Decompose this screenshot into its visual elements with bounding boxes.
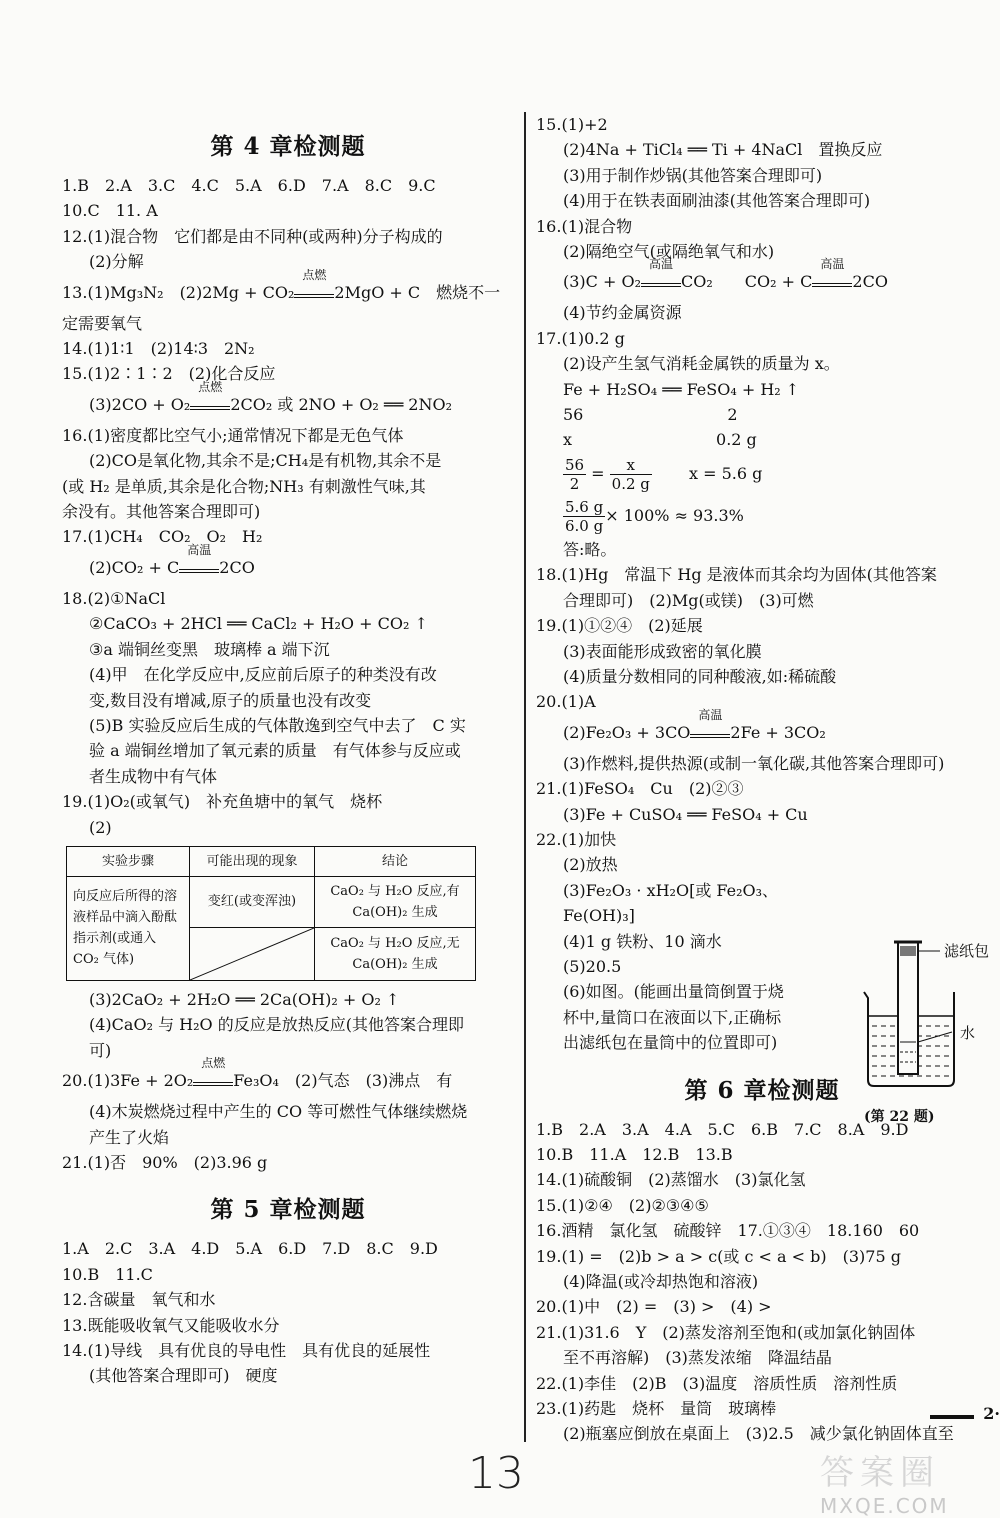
answer-line: 17.(1)0.2 g xyxy=(536,328,625,348)
answer-line: (3)作燃料,提供热源(或制一氧化碳,其他答案合理即可) xyxy=(563,753,945,773)
answer-line: 19.(1) = (2)b > a > c(或 c < a < b) (3)75 g xyxy=(536,1246,901,1266)
answer-line-13: 13.(1)Mg₃N₂ (2)2Mg + CO₂ 点燃 2MgO + C 燃烧不一 xyxy=(62,267,501,302)
answer-line: 19.(1)①②④ (2)延展 xyxy=(536,616,703,636)
label-filter-paper: 滤纸包 xyxy=(944,942,990,960)
table-cell: CaO₂ 与 H₂O 反应,无 Ca(OH)₂ 生成 xyxy=(315,927,476,980)
answer-line: (4)甲 在化学反应中,反应前后原子的种类没有改 xyxy=(89,665,437,685)
answer-line: (2)分解 xyxy=(89,252,144,272)
table-header: 可能出现的现象 xyxy=(190,846,315,876)
answer-line: 13.既能吸收氧气又能吸收水分 xyxy=(62,1315,280,1335)
answer-line: 21.(1)31.6 Y (2)蒸发溶剂至饱和(或加氯化钠固体 xyxy=(536,1322,916,1342)
answer-line: (2)隔绝空气(或隔绝氧气和水) xyxy=(563,242,775,262)
answer-line: 12.(1)混合物 它们都是由不同种(或两种)分子构成的 xyxy=(62,226,443,246)
answer-line: 1.A 2.C 3.A 4.D 5.A 6.D 7.D 8.C 9.D xyxy=(62,1239,438,1259)
answer-line: 22.(1)李佳 (2)B (3)温度 溶质性质 溶剂性质 xyxy=(536,1373,898,1393)
table-cell-steps: 向反应后所得的溶液样品中滴入酚酞指示剂(或通入 CO₂ 气体) xyxy=(67,876,190,980)
answer-line: (2)CO是氧化物,其余不是;CH₄是有机物,其余不是 xyxy=(89,451,442,471)
answer-line: 合理即可) (2)Mg(或镁) (3)可燃 xyxy=(563,590,814,610)
answer-line: (4)质量分数相同的同种酸液,如:稀硫酸 xyxy=(563,666,837,686)
answer-line: 变,数目没有增减,原子的质量也没有改变 xyxy=(89,690,372,710)
answer-line: 20.(1)中 (2) = (3) > (4) > xyxy=(536,1297,772,1317)
beaker-diagram xyxy=(856,934,996,1124)
answer-line: 19.(1)O₂(或氧气) 补充鱼塘中的氧气 烧杯 xyxy=(62,792,383,812)
answer-line: (4)木炭燃烧过程中产生的 CO 等可燃性气体继续燃烧 xyxy=(89,1102,468,1122)
reaction-arrow: 高温 xyxy=(179,559,219,573)
right-column xyxy=(536,112,988,1447)
answer-line: (3)2CaO₂ + 2H₂O ══ 2Ca(OH)₂ + O₂ ↑ xyxy=(89,989,400,1009)
reaction-arrow: 点燃 xyxy=(294,284,334,298)
answer-line: 出滤纸包在量筒中的位置即可) xyxy=(563,1033,778,1053)
diagram-caption: (第 22 题) xyxy=(864,1109,935,1125)
footer-rule xyxy=(930,1415,974,1419)
answer-line: (2) xyxy=(89,817,112,837)
answer-line: (4)CaO₂ 与 H₂O 的反应是放热反应(其他答案合理即 xyxy=(89,1015,464,1035)
answer-line: 18.(1)Hg 常温下 Hg 是液体而其余均为固体(其他答案 xyxy=(536,565,937,585)
answer-line-fraction: $\frac{56}{2}$ = $\frac{x}{0.2 g}$ x = 5.6 g xyxy=(565,455,763,493)
answer-line: 16.(1)混合物 xyxy=(536,216,633,236)
answer-line: 14.(1)1∶1 (2)14∶3 2N₂ xyxy=(62,339,255,359)
column-divider xyxy=(524,112,526,1442)
answer-line: 1.B 2.A 3.A 4.A 5.C 6.B 7.C 8.A 9.D xyxy=(536,1119,909,1139)
answer-line: x 0.2 g xyxy=(563,430,757,450)
label-water: 水 xyxy=(960,1024,976,1042)
answer-line: (其他答案合理即可) 硬度 xyxy=(89,1366,278,1386)
answer-line: 18.(2)①NaCl xyxy=(62,588,166,608)
answer-line: (3)表面能形成致密的氧化膜 xyxy=(563,641,762,661)
chapter-5-title: 第 5 章检测题 xyxy=(210,1196,366,1224)
answer-line: (6)如图。(能画出量筒倒置于烧 xyxy=(563,982,784,1002)
answer-line: (2)4Na + TiCl₄ ══ Ti + 4NaCl 置换反应 xyxy=(563,140,883,160)
answer-line: Fe + H₂SO₄ ══ FeSO₄ + H₂ ↑ xyxy=(563,379,800,399)
answer-line: 20.(1)A xyxy=(536,692,596,712)
chapter-6-title: 第 6 章检测题 xyxy=(684,1076,840,1104)
answer-line: (2)瓶塞应倒放在桌面上 (3)2.5 减少氯化钠固体直至 xyxy=(563,1424,954,1444)
answer-line: 17.(1)CH₄ CO₂ O₂ H₂ xyxy=(62,527,263,547)
table-cell: 变红(或变浑浊) xyxy=(190,876,315,927)
answer-line: (2)放热 xyxy=(563,855,618,875)
reaction-arrow: 点燃 xyxy=(193,1072,233,1086)
answer-line: (4)用于在铁表面刷油漆(其他答案合理即可) xyxy=(563,191,871,211)
answer-line: 12.含碳量 氧气和水 xyxy=(62,1290,216,1310)
answer-line-16-3: (3)C + O₂ 高温 CO₂ CO₂ + C 高温 2CO xyxy=(563,257,888,292)
answer-line: 10.B 11.C xyxy=(62,1264,153,1284)
answer-line: Fe(OH)₃] xyxy=(563,906,635,926)
answer-line: 余没有。其他答案合理即可) xyxy=(62,502,261,522)
reaction-arrow: 高温 xyxy=(690,724,730,738)
answer-line: (2)设产生氢气消耗金属铁的质量为 x。 xyxy=(563,354,840,374)
answer-line: 22.(1)加快 xyxy=(536,829,617,849)
answer-line: 56 2 xyxy=(563,405,738,425)
answer-line-15-3: (3)2CO + O₂ 点燃 2CO₂ 或 2NO + O₂ ══ 2NO₂ xyxy=(89,379,452,414)
answer-line: (3)用于制作炒锅(其他答案合理即可) xyxy=(563,165,823,185)
answer-line: 者生成物中有气体 xyxy=(89,766,218,786)
answer-line: 定需要氧气 xyxy=(62,313,143,333)
answer-line: 验 a 端铜丝增加了氧元素的质量 有气体参与反应或 xyxy=(89,741,461,761)
answer-line-17-2: (2)CO₂ + C 高温 2CO xyxy=(89,542,255,577)
answer-line: (5)B 实验反应后生成的气体散逸到空气中去了 C 实 xyxy=(89,715,466,735)
watermark-url: MXQE.COM xyxy=(820,1494,949,1518)
fraction: $\frac{x}{0.2 g}$ xyxy=(611,455,650,493)
answer-line-fraction: $\frac{5.6 g}{6.0 g}$ × 100% ≈ 93.3% xyxy=(565,497,744,535)
answer-line: ③a 端铜丝变黑 玻璃棒 a 端下沉 xyxy=(89,639,330,659)
reaction-arrow: 高温 xyxy=(812,273,852,287)
answer-line: 可) xyxy=(89,1040,112,1060)
answer-line: 16.酒精 氯化氢 硫酸锌 17.①③④ 18.160 60 xyxy=(536,1221,920,1241)
reaction-arrow: 高温 xyxy=(641,273,681,287)
left-column xyxy=(62,112,514,1389)
experiment-table xyxy=(66,846,476,981)
fraction: $\frac{56}{2}$ xyxy=(565,455,585,493)
answer-line: 14.(1)硫酸铜 (2)蒸馏水 (3)氯化氢 xyxy=(536,1170,806,1190)
answer-line: (4)1 g 铁粉、10 滴水 xyxy=(563,931,722,951)
fraction: $\frac{5.6 g}{6.0 g}$ xyxy=(565,497,604,535)
table-header: 实验步骤 xyxy=(67,846,190,876)
answer-line: 杯中,量筒口在液面以下,正确标 xyxy=(563,1007,782,1027)
answer-line: (或 H₂ 是单质,其余是化合物;NH₃ 有刺激性气味,其 xyxy=(62,476,426,496)
answer-line: 答:略。 xyxy=(563,539,617,559)
answer-line: 1.B 2.A 3.C 4.C 5.A 6.D 7.A 8.C 9.C xyxy=(62,176,436,195)
answer-line: ②CaCO₃ + 2HCl ══ CaCl₂ + H₂O + CO₂ ↑ xyxy=(89,614,428,634)
answer-line: (4)降温(或冷却热饱和溶液) xyxy=(563,1272,759,1292)
answer-line: 10.B 11.A 12.B 13.B xyxy=(536,1145,733,1164)
answer-line: (5)20.5 xyxy=(563,956,622,976)
answer-line: 产生了火焰 xyxy=(89,1127,170,1147)
table-cell-empty-diagonal xyxy=(190,927,315,980)
answer-line: 10.C 11. A xyxy=(62,201,158,221)
page-number-fragment: 2· xyxy=(983,1404,1000,1423)
reaction-arrow: 点燃 xyxy=(190,396,230,410)
handwritten-number: 13 xyxy=(468,1448,524,1499)
answer-line-20-2: (2)Fe₂O₃ + 3CO 高温 2Fe + 3CO₂ xyxy=(563,707,826,742)
answer-line: (3)Fe₂O₃ · xH₂O[或 Fe₂O₃、 xyxy=(563,880,779,900)
watermark-text: 答案圈 xyxy=(820,1453,940,1493)
answer-line: 21.(1)否 90% (2)3.96 g xyxy=(62,1152,268,1172)
answer-line: 23.(1)药匙 烧杯 量筒 玻璃棒 xyxy=(536,1399,777,1419)
answer-line: (3)Fe + CuSO₄ ══ FeSO₄ + Cu xyxy=(563,804,808,824)
table-header: 结论 xyxy=(315,846,476,876)
answer-line: 21.(1)FeSO₄ Cu (2)②③ xyxy=(536,779,744,799)
table-cell: CaO₂ 与 H₂O 反应,有 Ca(OH)₂ 生成 xyxy=(315,876,476,927)
answer-line-20: 20.(1)3Fe + 2O₂ 点燃 Fe₃O₄ (2)气态 (3)沸点 有 xyxy=(62,1056,453,1091)
answer-line: 16.(1)密度都比空气小;通常情况下都是无色气体 xyxy=(62,425,404,445)
answer-line: 15.(1)+2 xyxy=(536,115,608,134)
answer-line: 至不再溶解) (3)蒸发浓缩 降温结晶 xyxy=(563,1348,832,1368)
chapter-4-title: 第 4 章检测题 xyxy=(210,133,366,160)
watermark xyxy=(820,1445,949,1518)
answer-line: 15.(1)②④ (2)②③④⑤ xyxy=(536,1195,709,1215)
answer-line: 15.(1)2∶1∶2 (2)化合反应 xyxy=(62,364,276,384)
answer-line: 14.(1)导线 具有优良的导电性 具有优良的延展性 xyxy=(62,1341,431,1360)
answer-line: (4)节约金属资源 xyxy=(563,303,682,323)
